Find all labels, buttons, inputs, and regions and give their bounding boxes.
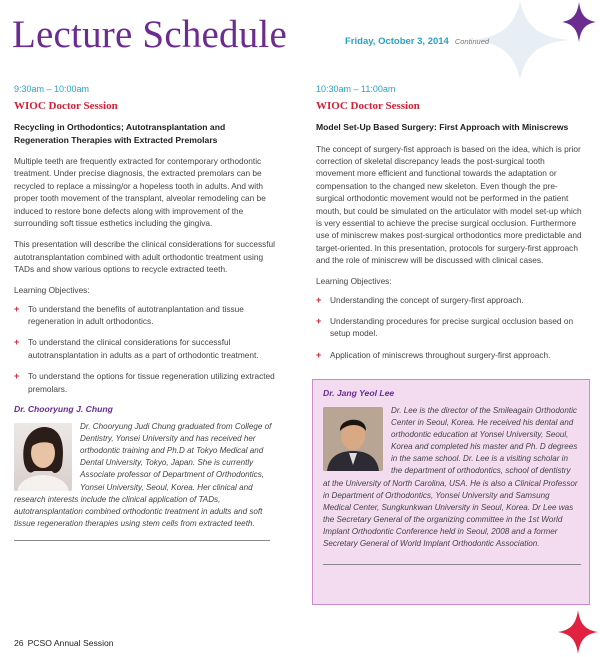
objective-item: + Application of miniscrews throughout surgery-first approach. — [316, 349, 551, 360]
objective-item: + Understanding procedures for precise surgical occlusion based on setup model. — [316, 315, 574, 339]
objectives-label: Learning Objectives: — [316, 275, 392, 286]
divider — [14, 540, 270, 541]
objective-item: + To understand the clinical considerations for successful autotransplantation in adults as a part of orthodontic treatment. — [14, 337, 259, 360]
schedule-date — [345, 36, 489, 47]
speaker-bio: Dr. Lee is the director of the Smileagain Orthodontic Center in Seoul, Korea. He received his dental and orthodontic education at Yonsei University, Seoul, Korea and completed his master and Ph. D degrees in the same school. Dr. Lee is a visiting scholar in the department of orthodontics, school of dentistry at the University of North Carolina, USA. He is also a Clinical Professor in Department of Orthodontics, Yonsei University and Samsung Medical Center, Sungkunkwan University in Seoul, Korea. Dr Lee was the Secretary General of the organizing committee in the 1st World Implant Orthodontic Conference held in Seoul, 2008 and a former Secretary General of World Implant Orthodontic Association. — [323, 406, 578, 549]
speaker-photo — [14, 423, 72, 491]
abstract-paragraph: Multiple teeth are frequently extracted for contemporary orthodontic treatment. Under precise diagnosis, the extracted premolars can be recycled to replace a missing/or a hopeless tooth in adults. And with proper tooth movement of the transplant, alveolar remodeling can be induced to restore bone defects along with improvement of the surrounding soft tissue esthetics including the gingiva. — [14, 156, 266, 229]
star-decoration-red-icon — [558, 610, 598, 654]
objectives-list — [316, 294, 584, 362]
publication-name: PCSO Annual Session — [27, 638, 114, 648]
star-decoration-purple-icon — [562, 2, 596, 42]
page-title: Lecture Schedule — [12, 13, 287, 56]
plus-bullet-icon: + — [14, 303, 20, 314]
objective-item: + To understand the benefits of autotranplantation and tissue regeneration in adult orthodontics. — [14, 303, 244, 327]
page-number: 26 — [14, 638, 24, 648]
continued-label: Continued — [454, 37, 490, 46]
plus-bullet-icon: + — [316, 349, 322, 360]
session-time: 9:30am – 10:00am — [14, 84, 90, 94]
speaker-box — [312, 379, 590, 605]
speaker-name: Dr. Chooryung J. Chung — [14, 404, 113, 415]
objective-item: + To understand the options for tissue regeneration utilizing extracted premolars. — [14, 371, 275, 394]
plus-bullet-icon: + — [14, 337, 20, 348]
divider — [323, 564, 581, 565]
date-text: Friday, October 3, 2014 — [345, 36, 449, 47]
session-time: 10:30am – 11:00am — [316, 84, 396, 94]
speaker-photo — [323, 407, 383, 471]
plus-bullet-icon: + — [14, 371, 20, 382]
right-column — [316, 84, 584, 370]
plus-bullet-icon: + — [316, 294, 322, 305]
speaker-bio: Dr. Chooryung Judi Chung graduated from College of Dentistry, Yonsei University and has received her orthodontic training and Ph.D at Tokyo Medical and Dental University, Tokyo, Japan. She is currently Associate professor of Department of Orthodontics, Yonsei University, Seoul, Korea. Her clinical and research interests include the clinical application of TADs, autotransplantation combined orthodontic treatment in adults and soft tissue regeneration therapies using stem cells from extracted teeth. — [14, 422, 272, 528]
speaker-name: Dr. Jang Yeol Lee — [323, 388, 395, 398]
session-name: WIOC Doctor Session — [14, 100, 118, 112]
abstract-paragraph: The concept of surgery-fist approach is based on the idea, which is prior correction of skeletal discrepancy leads the post-surgical tooth movement more efficient and functional towards the adaptation or compensation to the changed new skeleton. Even though the pre-surgical orthodontic movement would not be performed in the patient mouth, but could be simulated on the articulator with model set-up which is very essential to achieve the precise surgical occlusion. Furthermore use of miniscrew makes post-surgical orthodontics more predictable and target-oriented. In this presentation, protocols for surgery-first approach and the role of miniscrew will be discussed with clinical cases. — [316, 143, 582, 266]
left-column — [14, 84, 282, 541]
objectives-list — [14, 303, 282, 395]
page-footer — [14, 638, 114, 648]
session-name: WIOC Doctor Session — [316, 100, 420, 112]
talk-title: Recycling in Orthodontics; Autotransplantation and Regeneration Therapies with Extracted Premolars — [14, 122, 226, 145]
objectives-label: Learning Objectives: — [14, 284, 90, 295]
objective-item: + Understanding the concept of surgery-first approach. — [316, 294, 524, 305]
plus-bullet-icon: + — [316, 315, 322, 326]
abstract-paragraph: This presentation will describe the clinical considerations for successful autotransplantation combined with adult orthodontic treatment using TADs and show various options to recycle extracted teeth. — [14, 239, 276, 275]
talk-title: Model Set-Up Based Surgery: First Approach with Miniscrews — [316, 122, 569, 132]
